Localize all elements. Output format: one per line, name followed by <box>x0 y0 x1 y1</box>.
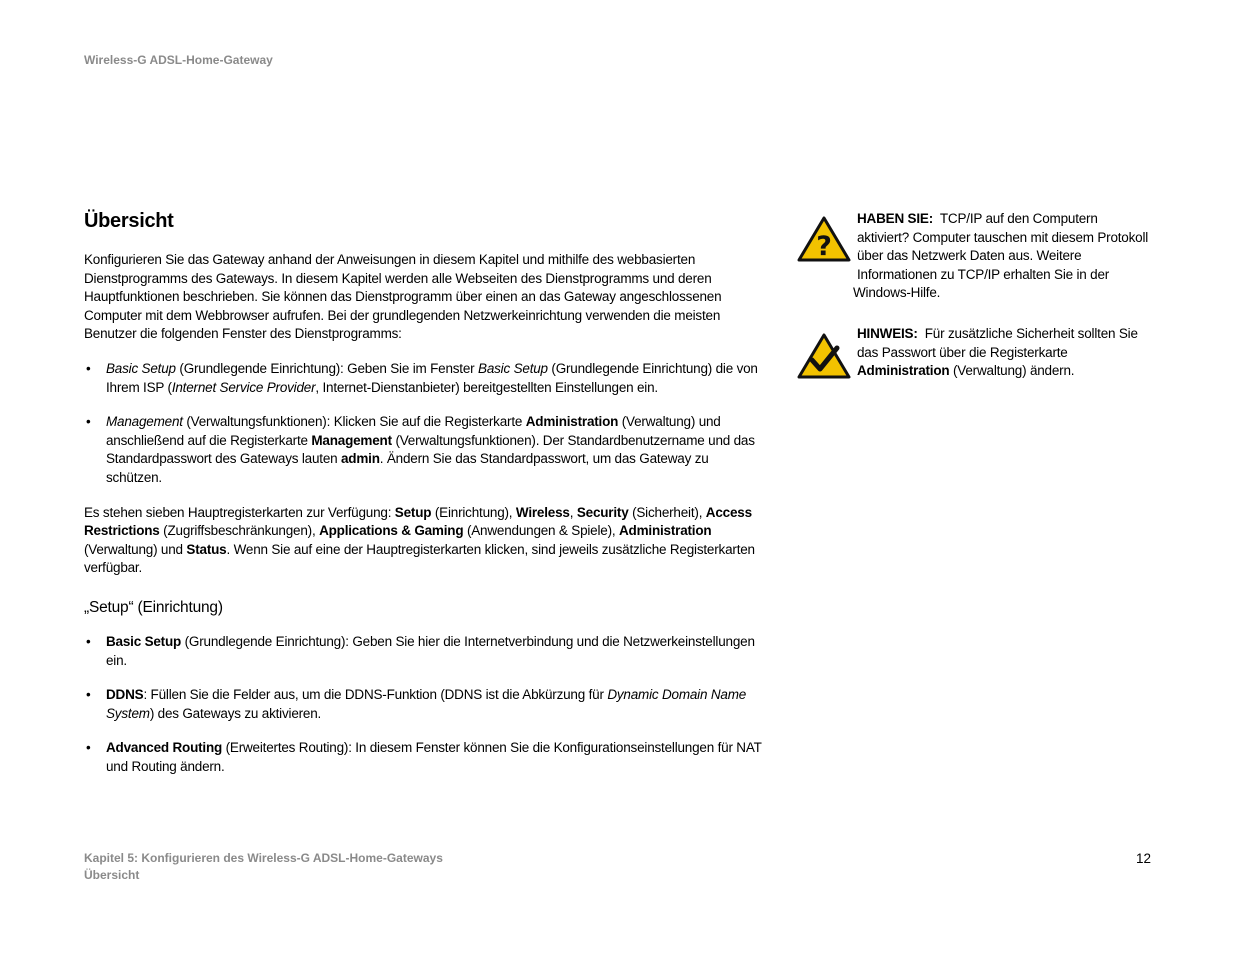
list-item <box>84 633 764 670</box>
bold-term: Administration <box>619 523 712 539</box>
text-run: , Internet-Dienstanbieter) bereitgestellten Einstellungen ein. <box>315 379 658 395</box>
italic-term: Dynamic Domain Name System <box>106 687 747 721</box>
page-number: 12 <box>1136 851 1152 866</box>
bold-term: Setup <box>394 504 432 520</box>
text-run: (Anwendungen & Spiele), <box>463 523 619 539</box>
note-label: HABEN SIE: <box>857 211 934 226</box>
bold-term: Advanced Routing <box>106 740 223 756</box>
text-run: (Grundlegende Einrichtung) die von Ihrem ISP ( <box>106 360 758 395</box>
bold-term: Security <box>576 504 629 520</box>
note-text <box>853 210 1152 303</box>
bold-term: admin <box>341 451 380 467</box>
footer-chapter: Kapitel 5: Konfigurieren des Wireless-G ADSL-Home-Gateways <box>84 851 443 865</box>
text-run: (Verwaltungsfunktionen). Der Standardbenutzername und das Standardpasswort des Gateways lauten <box>106 432 755 467</box>
bold-term: Management <box>311 432 392 448</box>
note-body: Für zusätzliche Sicherheit sollten Sie das Passwort über die Registerkarte <box>857 326 1138 360</box>
bold-term: DDNS <box>106 687 144 703</box>
text-run: (Zugriffsbeschränkungen), <box>159 523 320 539</box>
tabs-paragraph <box>84 504 764 578</box>
text-run: : Füllen Sie die Felder aus, um die DDNS-Funktion (DDNS ist die Abkürzung für <box>143 687 608 703</box>
section-heading: „Setup“ (Einrichtung) <box>84 598 223 616</box>
note-label: HINWEIS: <box>857 326 918 341</box>
text-run: (Verwaltungsfunktionen): Klicken Sie auf die Registerkarte <box>182 414 526 430</box>
text-run: . Wenn Sie auf eine der Hauptregisterkarten klicken, sind jeweils zusätzliche Registerkarten verfügbar. <box>84 541 755 576</box>
running-footer <box>84 850 443 883</box>
bold-term: Wireless <box>515 504 570 520</box>
text-run: (Erweitertes Routing): In diesem Fenster können Sie die Konfigurationseinstellungen für NAT und Routing ändern. <box>106 740 762 774</box>
main-content <box>84 208 764 792</box>
text-run: (Sicherheit), <box>628 504 706 520</box>
text-run: Es stehen sieben Hauptregisterkarten zur Verfügung: <box>84 504 395 520</box>
running-header: Wireless-G ADSL-Home-Gateway <box>84 53 273 67</box>
list-item <box>84 686 764 723</box>
list-item <box>84 739 764 776</box>
note-tail: Windows-Hilfe. <box>853 285 941 301</box>
bullet-list-1 <box>84 360 764 488</box>
checkmark-warning-icon <box>797 333 851 379</box>
note-bold: Administration <box>857 363 950 379</box>
text-run: (Grundlegende Einrichtung): Geben Sie im Fenster <box>175 360 479 376</box>
text-run: ) des Gateways zu aktivieren. <box>149 705 322 721</box>
question-warning-icon <box>797 216 851 262</box>
text-run: , <box>569 504 577 520</box>
bold-term: Administration <box>525 414 619 430</box>
italic-term: Basic Setup <box>478 360 548 376</box>
italic-term: Internet Service Provider <box>171 379 316 395</box>
svg-text:?: ? <box>816 231 832 262</box>
text-run: (Verwaltung) und anschließend auf die Registerkarte <box>106 414 721 448</box>
bold-term: Applications & Gaming <box>319 523 464 539</box>
italic-term: Basic Setup <box>106 360 176 376</box>
note-body: TCP/IP auf den Computern aktiviert? Computer tauschen mit diesem Protokoll über das Netzwerk Daten aus. Weitere Informationen zu TCP/IP erhalten Sie in der <box>857 211 1149 282</box>
text-run: . Ändern Sie das Standardpasswort, um das Gateway zu schützen. <box>106 451 709 485</box>
italic-term: Management <box>106 414 183 430</box>
list-item <box>84 360 764 397</box>
bold-term: Basic Setup <box>106 633 182 649</box>
text-run: (Einrichtung), <box>431 504 516 520</box>
bold-term: Status <box>186 541 227 557</box>
intro-paragraph: Konfigurieren Sie das Gateway anhand der Anweisungen in diesem Kapitel und mithilfe des webbasierten Dienstprogramms des Gateways. In diesem Kapitel werden alle Webseiten des Dienstprogramms und deren Hauptfunktionen beschrieben. Sie können das Dienstprogramm über einen an das Gateway angeschlossenen Computer mit dem Webbrowser aufrufen. Bei der grundlegenden Netzwerkeinrichtung verwenden die meisten Benutzer die folgenden Fenster des Dienstprogramms: <box>84 252 722 342</box>
note-text <box>857 325 1152 381</box>
bullet-list-2 <box>84 633 764 777</box>
page-title: Übersicht <box>84 210 174 232</box>
bold-term: Access Restrictions <box>84 504 752 539</box>
text-run: (Verwaltung) und <box>84 541 187 557</box>
footer-section: Übersicht <box>84 867 140 882</box>
text-run: (Grundlegende Einrichtung): Geben Sie hier die Internetverbindung und die Netzwerkeinstellungen ein. <box>106 633 755 668</box>
list-item <box>84 413 764 487</box>
note-body-end: (Verwaltung) ändern. <box>949 363 1075 379</box>
